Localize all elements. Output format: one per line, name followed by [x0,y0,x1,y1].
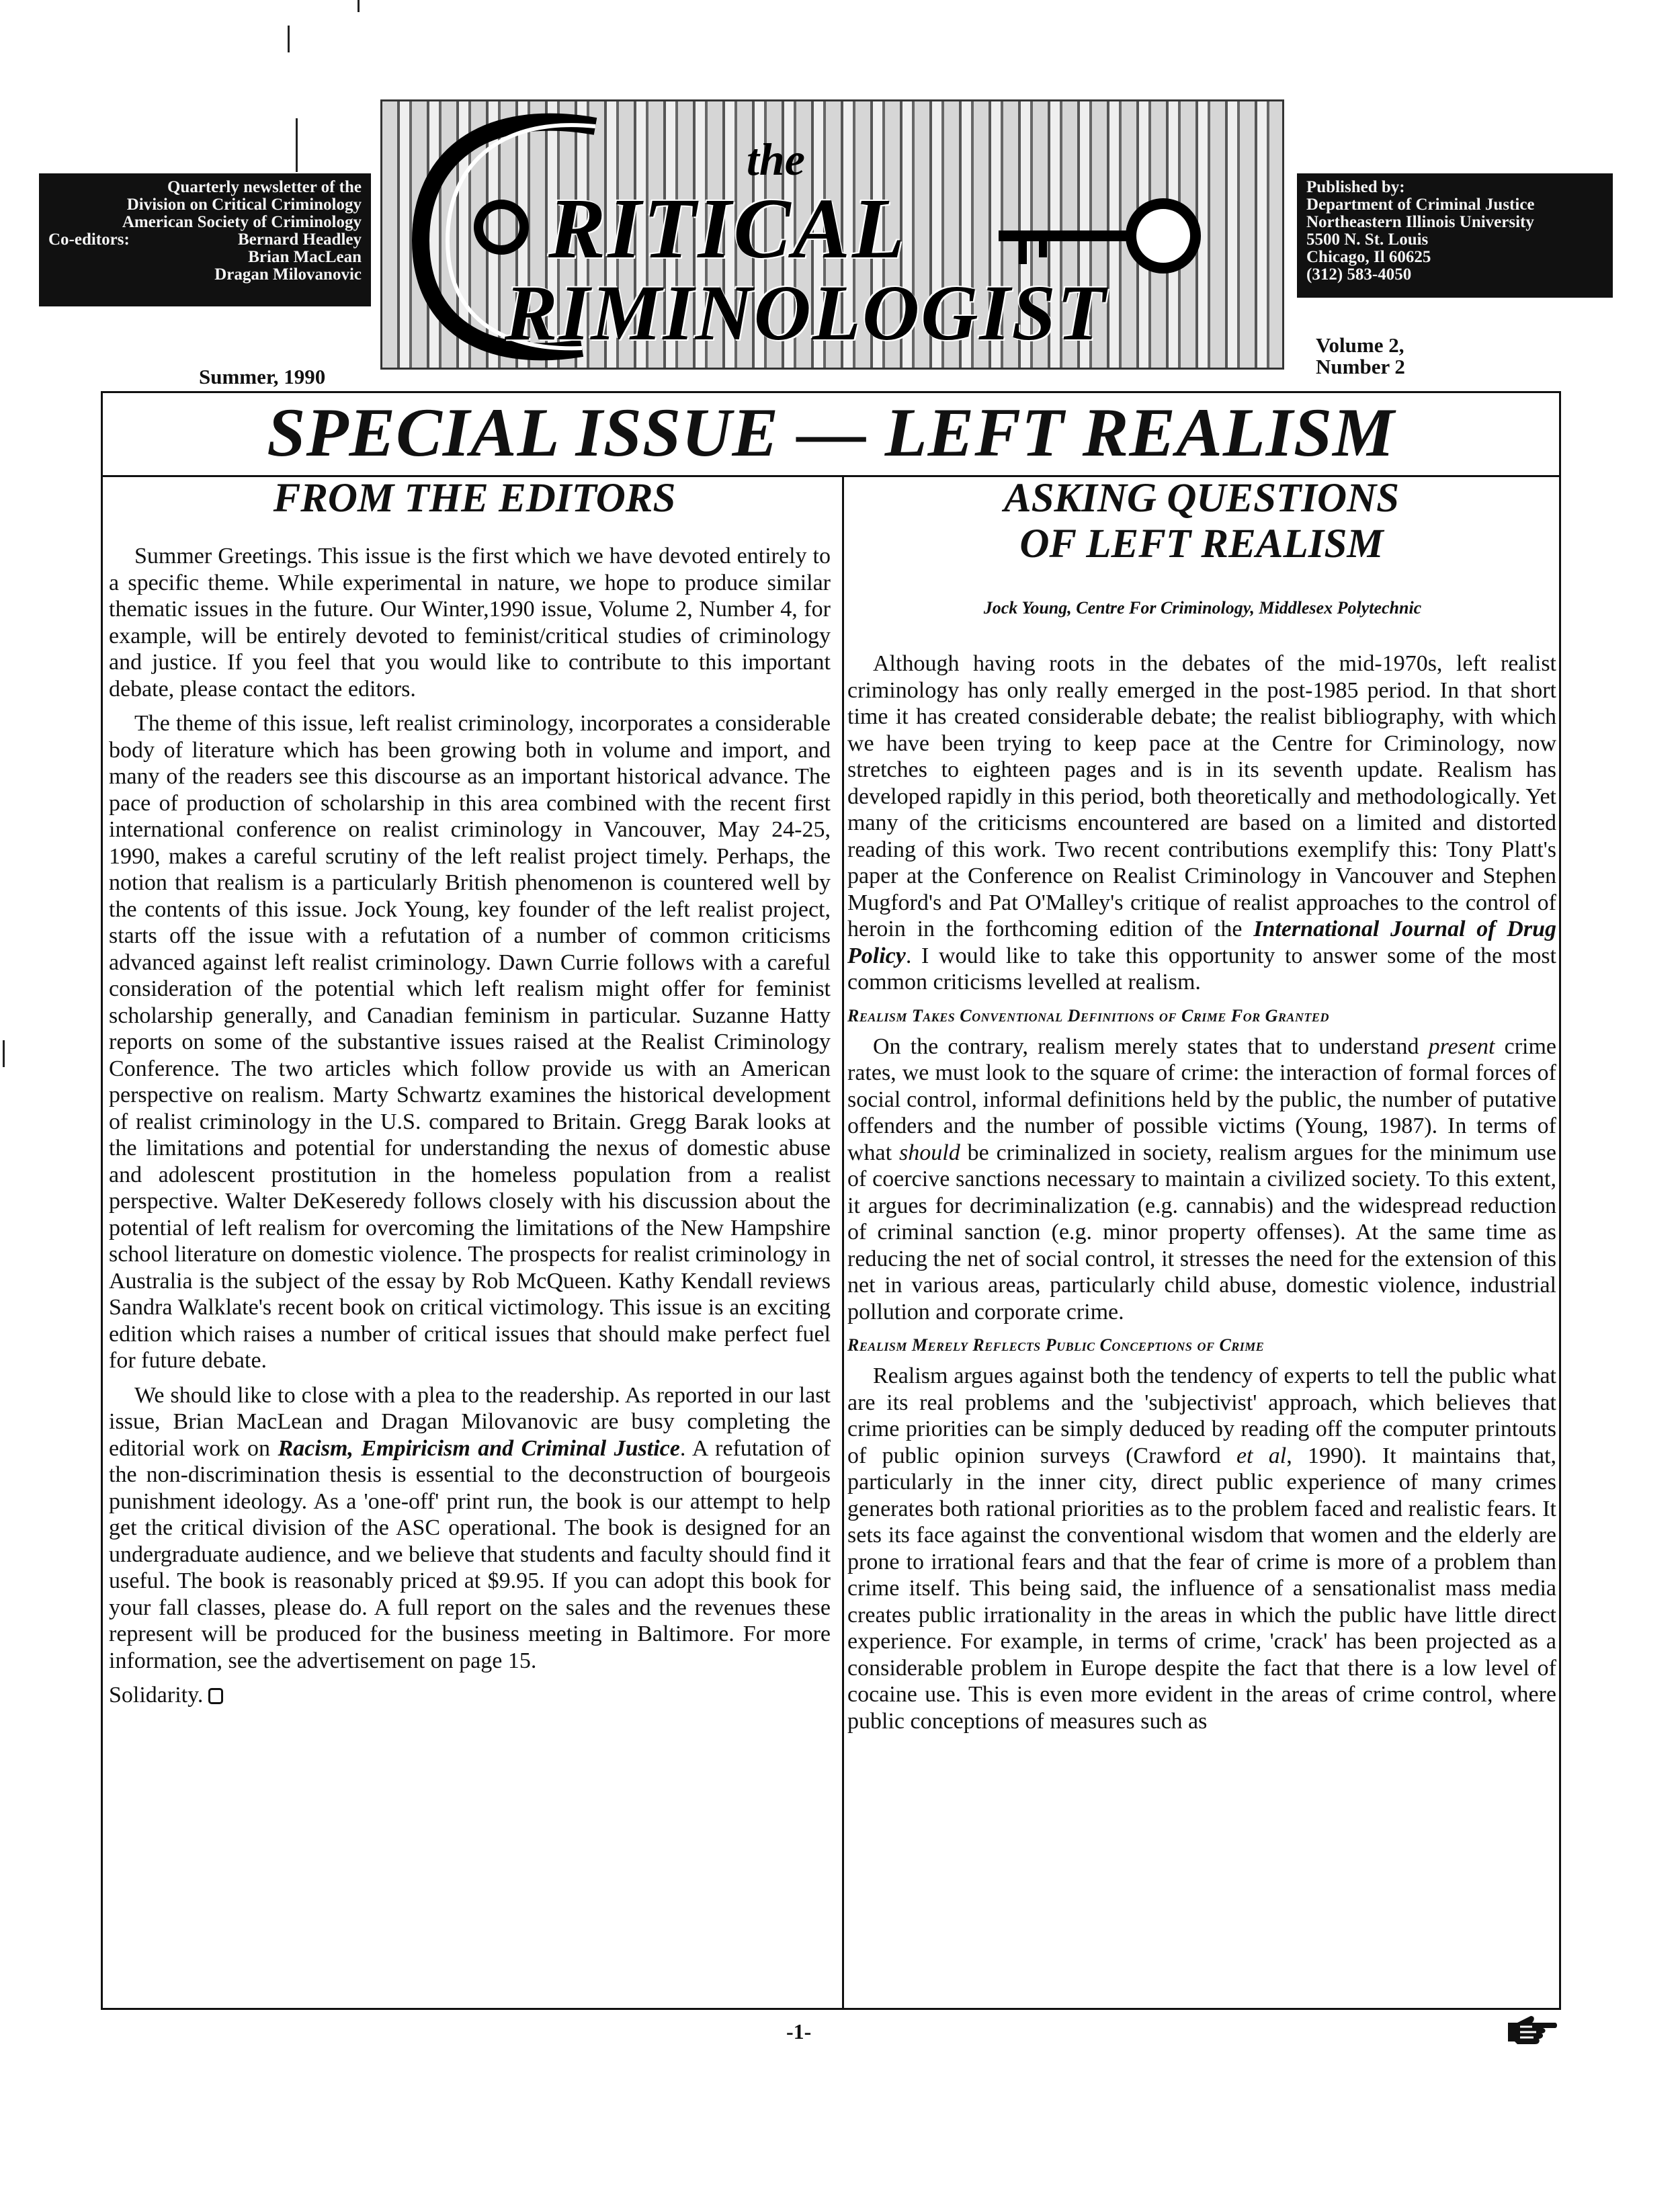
text-run: , 1990). It maintains that, particularly in the inner city, direct public experience of many crimes generates both rational priorities as to the problem faced and realistic fears. It sets its face against the conventional wisdom that women and the elderly are prone to irrational fears and that the fear of crime is more of a problem than crime itself. This being said, the influence of a sensationalist mass media creates public irrationality in the areas in which the public have little direct experience. For example, in terms of crime, 'crack' has been projected as a considerable problem in Europe despite the fact that there is a low level of cocaine use. This is even more evident in the areas of crime control, where public conceptions of measures such as [847,1443,1557,1734]
logo-the: the [747,134,805,185]
emphasis: et al [1236,1443,1287,1468]
editor-name: Bernard Headley [237,230,362,249]
signoff-text: Solidarity. [109,1683,204,1708]
text-run: crime rates, we must look to the square of crime: the interaction of formal forces of social control, informal definitions held by the public, the number of putative offenders and the number of possible victims (Young, 1987). In terms of what [847,1034,1556,1165]
info-line: Northeastern Illinois University [1306,213,1534,231]
article-column [847,650,1556,1742]
text-run: Realism argues against both the tendency of experts to tell the public what are its real problems and the 'subjectivist' approach, which believes that crime priorities can be simply deduced by reading off the computer printouts of public opinion surveys (Crawford [847,1363,1556,1468]
info-line: American Society of Criminology [122,213,362,231]
info-line: Division on Critical Criminology [126,196,362,214]
emphasis: should [899,1140,960,1165]
article-heading-line: OF LEFT REALISM [1019,521,1384,566]
scan-mark [358,0,360,12]
article-byline: Jock Young, Centre For Criminology, Middlesex Polytechnic [983,598,1422,618]
issue-volume [1316,335,1405,378]
editor-name: Dragan Milovanovic [214,265,362,284]
info-line: (312) 583-4050 [1306,265,1412,284]
masthead-logo [380,99,1284,370]
text-run: Although having roots in the debates of the mid-1970s, left realist criminology has only really emerged in the post-1985 period. In that short time it has created considerable debate; the realist bibliography, with which we have been trying to keep pace at the Centre for Criminology, now stretches to eighteen pages and is in its seventh update. Realism has developed rapidly in this period, both theoretically and methodologically. Yet many of the criticisms encountered are based on a limited and distorted reading of this work. Two recent contributions exemplify this: Tony Platt's paper at the Conference on Realist Criminology in Vancouver and Stephen Mugford's and Pat O'Malley's critique of realist approaches to the control of heroin in the forthcoming edition of the [847,651,1556,941]
text-run: On the contrary, realism merely states that to understand [873,1034,1429,1059]
article-heading-line: ASKING QUESTIONS [1003,476,1400,521]
editors-paragraph: The theme of this issue, left realist criminology, incorporates a considerable body of literature which has been growing both in volume and import, and many of the readers see this discourse as an important historical advance. The pace of production of scholarship in this area combined with the recent first international conference on realist criminology in Vancouver, May 24-25, 1990, makes a careful scrutiny of the left realist project timely. Perhaps, the notion that realism is a particularly British phenomenon is countered well by the contents of this issue. Jock Young, key founder of the left realist project, starts off the issue with a refutation of a number of common criticisms advanced against left realist criminology. Dawn Currie follows with a careful consideration of the potential which left realism might offer for feminist scholarship generally, and Canadian feminism in particular. Suzanne Hatty reports on some of the substantive issues raised at the Realist Criminology Conference. The two articles which follow provide us with an American perspective on realism. Marty Schwartz examines the historical development of realist criminology in the U.S. compared to Britain. Gregg Barak looks at the limitations and potential for understanding the nexus of domestic abuse and adolescent prostitution in the homeless population from a realist perspective. Walter DeKeseredy follows closely with his discussion about the potential of left realism for overcoming the limitations of the New Hampshire school literature on domestic violence. The prospects for realist criminology in Australia is the subject of the essay by Rob McQueen. Kathy Kendall reviews Sandra Walklate's recent book on critical victimology. This issue is an exciting edition which raises a number of critical issues that should make perfect fuel for future debate. [109,711,831,1373]
column-divider [842,477,844,2010]
info-line: 5500 N. St. Louis [1306,230,1429,249]
emphasis: present [1428,1034,1495,1059]
scan-mark [288,26,290,52]
article-heading [853,476,1550,567]
article-paragraph [847,1363,1556,1734]
article-subheading: Realism Takes Conventional Definitions of Crime For Granted [847,1005,1329,1025]
editors-heading: FROM THE EDITORS [273,476,676,521]
text-run: . I would like to take this opportunity to answer some of the most common criticisms levelled at realism. [847,943,1556,995]
info-line: Department of Criminal Justice [1306,196,1535,214]
text-run: be criminalized in society, realism argues for the minimum use of coercive sanctions necessary to maintain a civilized society. To this extent, it argues for decriminalization (e.g. cannabis) and the widespread reduction of criminal sanction (e.g. minor property offenses). At the same time as reducing the net of social control, it stresses the need for the extension of this net in various areas, particularly child abuse, domestic violence, industrial pollution and corporate crime. [847,1140,1557,1324]
signoff [109,1682,831,1709]
text-run: We should like to close with a plea to the readership. As reported in our last issue, Brian MacLean and Dragan Milovanovic are busy completing the editorial work on [109,1382,831,1461]
book-title: Racism, Empiricism and Criminal Justice [278,1435,680,1461]
scan-mark [3,1040,5,1067]
info-line: Chicago, Il 60625 [1306,248,1431,266]
number-label: Number 2 [1316,355,1405,378]
article-paragraph [847,650,1556,996]
text-run: . A refutation of the non-discrimination thesis is essential to the deconstruction of bourgeois punishment ideology. As a 'one-off' print run, the book is our attempt to help get the critical division of the ASC operational. The book is designed for an undergraduate audience, and we believe that students and faculty should find it useful. The book is reasonably priced at $9.95. If you can adopt this book for your fall classes, please do. A full report on the sales and the revenues these represent will be produced for the business meeting in Baltimore. For more information, see the advertisement on page 15. [109,1435,831,1673]
end-mark-icon [208,1688,223,1704]
article-subheading: Realism Merely Reflects Public Conceptions of Crime [847,1335,1265,1355]
co-editors-line [48,231,362,249]
logo-criminologist: RIMINOLOGIST [505,269,1107,357]
pointing-hand-icon [1505,2015,1558,2046]
newsletter-info-box [39,173,371,306]
issue-date: Summer, 1990 [199,365,326,388]
editors-paragraph [109,1382,831,1675]
volume-label: Volume 2, [1316,333,1404,357]
publisher-info-box [1297,173,1613,298]
article-paragraph [847,1034,1556,1326]
co-editors-label: Co-editors: [48,230,130,249]
scan-mark [296,118,298,172]
special-issue-title: SPECIAL ISSUE — LEFT REALISM [101,392,1561,477]
page-number: -1- [786,2019,812,2044]
info-line: Quarterly newsletter of the [167,178,362,196]
editors-paragraph: Summer Greetings. This issue is the first which we have devoted entirely to a specific theme. While experimental in nature, we hope to produce similar thematic issues in the future. Our Winter,1990 issue, Volume 2, Number 4, for example, will be entirely devoted to feminist/critical studies of criminology and justice. If you feel that you would like to contribute to this important debate, please contact the editors. [109,544,831,702]
info-line: Published by: [1306,178,1405,196]
editors-column [109,543,831,1717]
logo-critical: RITICAL [548,181,907,276]
editor-name: Brian MacLean [248,248,362,266]
journal-title: International Journal of Drug Policy [847,917,1556,968]
